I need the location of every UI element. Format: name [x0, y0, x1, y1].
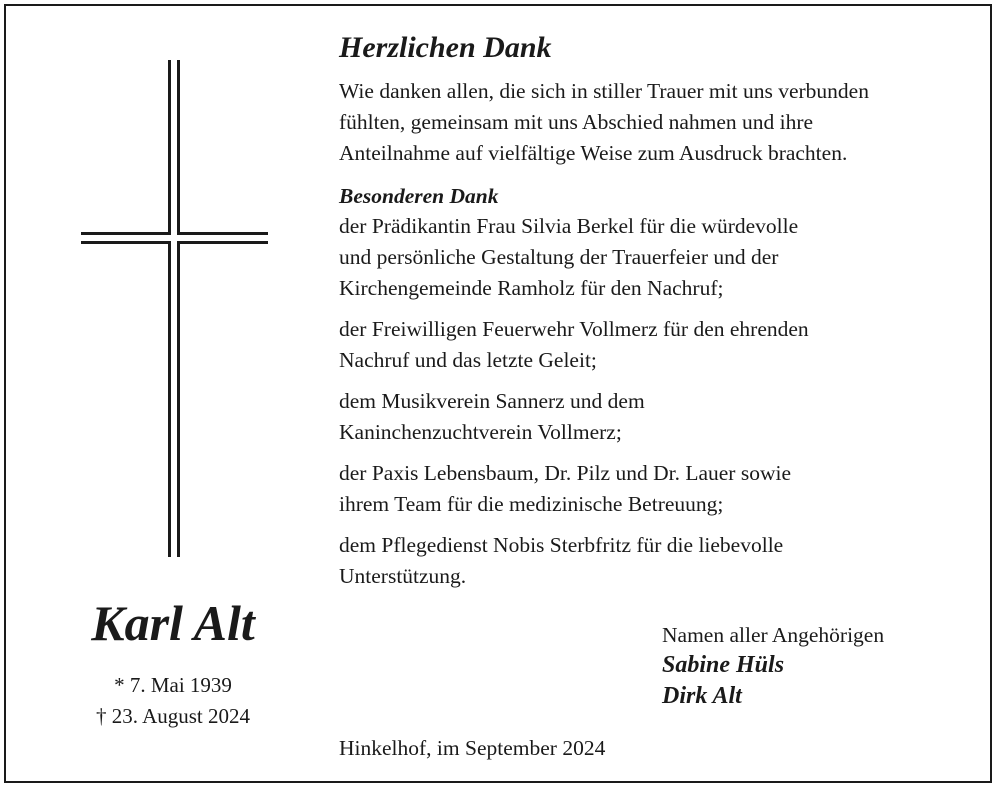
intro-line: fühlten, gemeinsam mit uns Abschied nahmen und ihre: [339, 110, 814, 134]
signature-block: [662, 620, 884, 712]
entry-line: Kaninchenzuchtverein Vollmerz;: [339, 420, 622, 444]
cross-icon: [0, 0, 300, 560]
birth-date: * 7. Mai 1939: [114, 673, 232, 697]
intro-line: Wie danken allen, die sich in stiller Trauer mit uns verbunden: [339, 79, 869, 103]
entry-line: ihrem Team für die medizinische Betreuung;: [339, 492, 724, 516]
signature-intro: Namen aller Angehörigen: [662, 623, 885, 647]
thanks-entry: [339, 386, 979, 448]
thanks-entry: [339, 211, 979, 304]
entry-line: dem Musikverein Sannerz und dem: [339, 389, 645, 413]
intro-paragraph: [339, 76, 979, 169]
entry-line: Kirchengemeinde Ramholz für den Nachruf;: [339, 276, 724, 300]
thanks-entry: [339, 530, 979, 592]
entry-line: der Freiwilligen Feuerwehr Vollmerz für den ehrenden: [339, 317, 809, 341]
thanks-heading: Herzlichen Dank: [339, 31, 552, 64]
place-and-date: Hinkelhof, im September 2024: [339, 736, 606, 760]
life-dates: [0, 670, 346, 732]
death-date: † 23. August 2024: [95, 704, 250, 728]
signer-name: Dirk Alt: [662, 683, 742, 709]
deceased-name: Karl Alt: [91, 595, 255, 651]
thanks-entry: [339, 458, 979, 520]
entry-line: und persönliche Gestaltung der Trauerfeier und der: [339, 245, 779, 269]
signer-name: Sabine Hüls: [662, 652, 785, 678]
entry-line: der Paxis Lebensbaum, Dr. Pilz und Dr. Lauer sowie: [339, 461, 792, 485]
entry-line: dem Pflegedienst Nobis Sterbfritz für die liebevolle: [339, 533, 784, 557]
thanks-entry: [339, 314, 979, 376]
entry-line: Unterstützung.: [339, 564, 467, 588]
entry-line: Nachruf und das letzte Geleit;: [339, 348, 597, 372]
special-thanks-heading: Besonderen Dank: [339, 184, 499, 208]
entry-line: der Prädikantin Frau Silvia Berkel für die würdevolle: [339, 214, 799, 238]
intro-line: Anteilnahme auf vielfältige Weise zum Ausdruck brachten.: [339, 141, 848, 165]
thanks-section: [339, 28, 979, 602]
